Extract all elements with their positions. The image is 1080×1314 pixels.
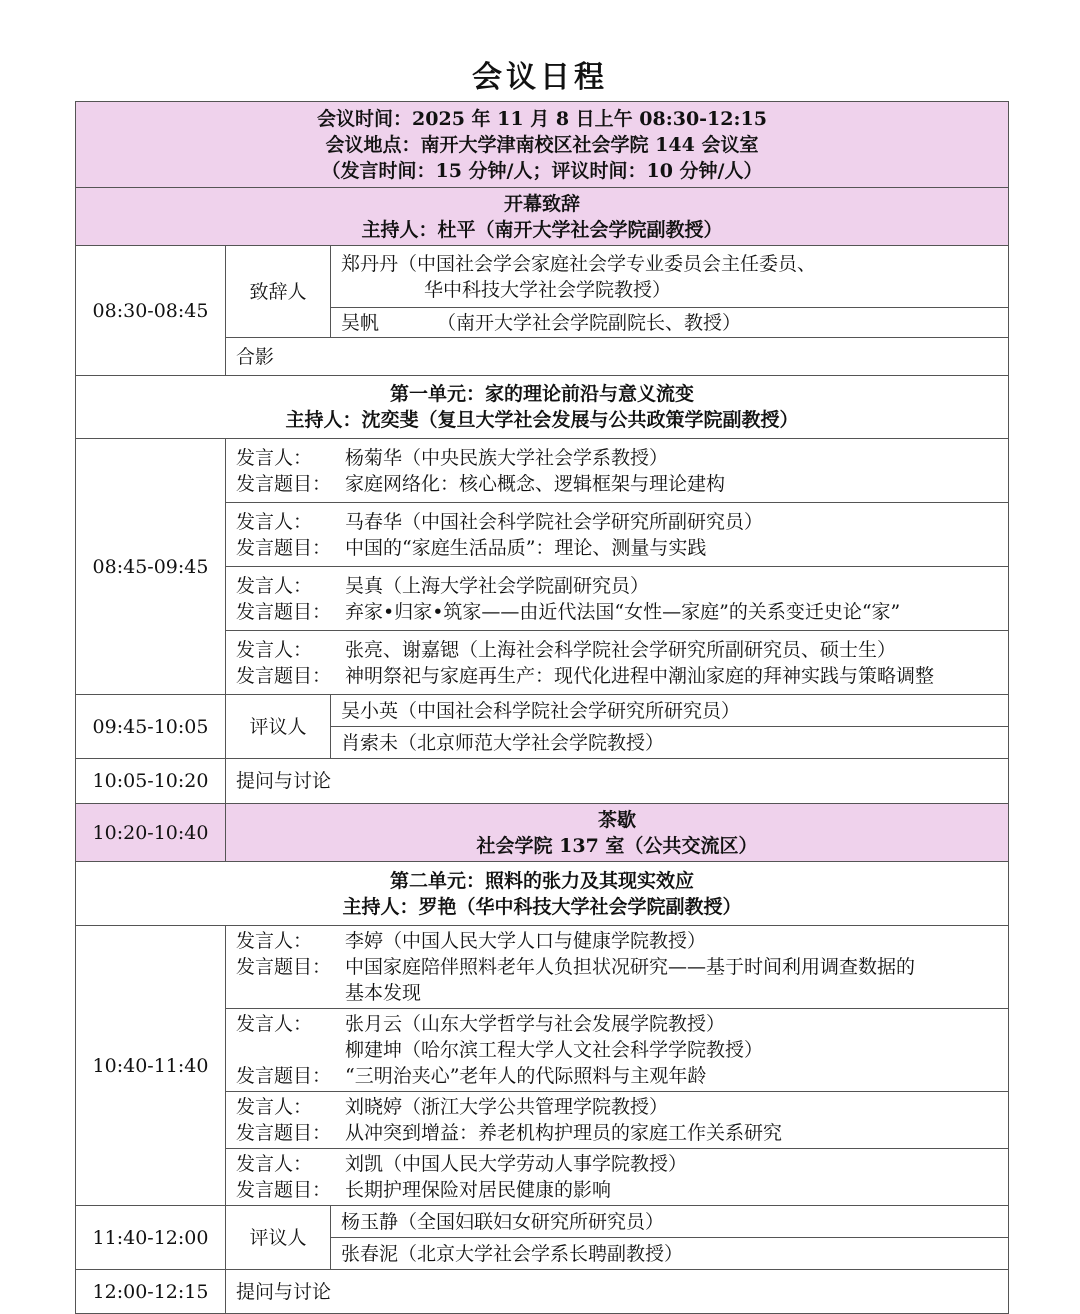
unit2-host: 主持人：罗艳（华中科技大学社会学院副教授） xyxy=(342,895,742,918)
meeting-time: 会议时间：2025 年 11 月 8 日上午 08:30-12:15 xyxy=(317,107,767,130)
break-place: 社会学院 137 室（公共交流区） xyxy=(476,834,758,857)
meeting-place: 会议地点：南开大学津南校区社会学院 144 会议室 xyxy=(325,133,759,156)
group-photo: 合影 xyxy=(226,338,1009,376)
unit2-reviewer-2: 张春泥（北京大学社会学系长聘副教授） xyxy=(331,1238,1009,1270)
break-title: 茶歇 xyxy=(598,808,637,831)
unit2-review-time: 11:40-12:00 xyxy=(76,1206,226,1270)
unit1-review-time: 09:45-10:05 xyxy=(76,695,226,759)
unit2-talk-4: 发言人： 刘凯（中国人民大学劳动人事学院教授） 发言题目： 长期护理保险对居民健康的影响 xyxy=(226,1149,1009,1206)
break-row xyxy=(76,804,1009,862)
unit2-qa-time: 12:00-12:15 xyxy=(76,1270,226,1314)
break-time: 10:20-10:40 xyxy=(76,804,226,862)
unit1-reviewer-2: 肖索未（北京师范大学社会学院教授） xyxy=(331,727,1009,759)
unit1-time: 08:45-09:45 xyxy=(76,439,226,695)
meeting-rules: （发言时间：15 分钟/人；评议时间：10 分钟/人） xyxy=(321,159,763,182)
unit1-review-role: 评议人 xyxy=(226,695,331,759)
unit1-header-row xyxy=(76,376,1009,439)
opening-header-row xyxy=(76,188,1009,246)
unit2-reviewer-1: 杨玉静（全国妇联妇女研究所研究员） xyxy=(331,1206,1009,1238)
opening-time: 08:30-08:45 xyxy=(76,246,226,376)
unit2-talk-1: 发言人： 李婷（中国人民大学人口与健康学院教授） 发言题目： 中国家庭陪伴照料老年人负担状况研究——基于时间利用调查数据的 基本发现 xyxy=(226,926,1009,1009)
opening-speaker-2: 吴帆 （南开大学社会学院副院长、教授） xyxy=(331,308,1009,338)
unit2-talk-2: 发言人： 张月云（山东大学哲学与社会发展学院教授） 柳建坤（哈尔滨工程大学人文社会科学学院教授） 发言题目： “三明治夹心”老年人的代际照料与主观年龄 xyxy=(226,1009,1009,1092)
unit1-talk-1: 发言人： 杨菊华（中央民族大学社会学系教授） 发言题目： 家庭网络化：核心概念、逻辑框架与理论建构 xyxy=(226,439,1009,503)
unit1-host: 主持人：沈奕斐（复旦大学社会发展与公共政策学院副教授） xyxy=(285,409,799,431)
opening-speaker-1: 郑丹丹（中国社会学会家庭社会学专业委员会主任委员、 华中科技大学社会学院教授） xyxy=(331,246,1009,308)
unit2-qa: 提问与讨论 xyxy=(226,1270,1009,1314)
unit1-talk-3: 发言人： 吴真（上海大学社会学院副研究员） 发言题目： 弃家•归家•筑家——由近代法国“女性—家庭”的关系变迁史论“家” xyxy=(226,567,1009,631)
unit1-talk-4: 发言人： 张亮、谢嘉锶（上海社会科学院社会学研究所副研究员、硕士生） 发言题目： 神明祭祀与家庭再生产：现代化进程中潮汕家庭的拜神实践与策略调整 xyxy=(226,631,1009,695)
unit1-reviewer-1: 吴小英（中国社会科学院社会学研究所研究员） xyxy=(331,695,1009,727)
unit1-title: 第一单元：家的理论前沿与意义流变 xyxy=(390,383,695,405)
unit1-talk-2: 发言人： 马春华（中国社会科学院社会学研究所副研究员） 发言题目： 中国的“家庭生活品质”：理论、测量与实践 xyxy=(226,503,1009,567)
page-title: 会议日程 xyxy=(472,60,608,95)
unit1-qa-time: 10:05-10:20 xyxy=(76,759,226,804)
unit2-title: 第二单元：照料的张力及其现实效应 xyxy=(390,869,695,892)
unit2-header-row xyxy=(76,862,1009,926)
opening-title: 开幕致辞 xyxy=(504,192,581,215)
unit2-review-role: 评议人 xyxy=(226,1206,331,1270)
unit2-talk-3: 发言人： 刘晓婷（浙江大学公共管理学院教授） 发言题目： 从冲突到增益：养老机构护理员的家庭工作关系研究 xyxy=(226,1092,1009,1149)
schedule-table xyxy=(75,101,1009,1314)
opening-role: 致辞人 xyxy=(226,246,331,338)
header-row xyxy=(76,102,1009,188)
opening-host: 主持人：杜平（南开大学社会学院副教授） xyxy=(361,218,723,241)
unit2-time: 10:40-11:40 xyxy=(76,926,226,1206)
unit1-qa: 提问与讨论 xyxy=(226,759,1009,804)
